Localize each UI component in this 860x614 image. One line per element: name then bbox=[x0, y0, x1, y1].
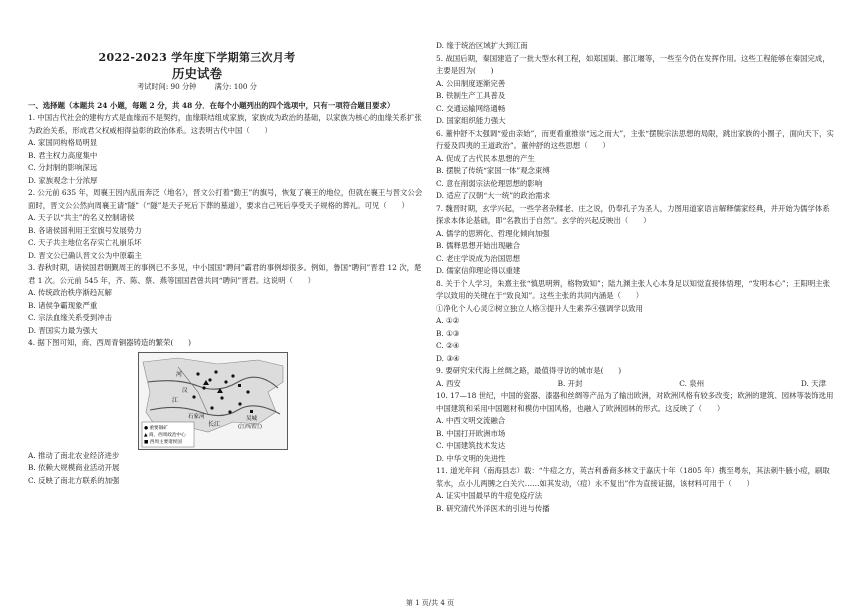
question-10 bbox=[436, 390, 836, 465]
option: C. 意在削弱宗法伦理思想的影响 bbox=[436, 178, 543, 188]
map-legend-state: ■ 西周主要诸侯国 bbox=[144, 439, 182, 445]
question-stem: 10. 17—18 世纪，中国的瓷器、漆器和丝绸等产品为了输出欧洲，对欧洲风格有较多改变；欧洲的建筑、园林等装饰选用中国建筑和采用中国题材和模仿中国风格，也融入了欧洲园林的形式。这反映了（ ） bbox=[436, 391, 834, 413]
right-column bbox=[436, 40, 836, 515]
question-stem: 2. 公元前 635 年，周襄王因内乱而奔泛（地名），晋文公打着“勤王”的旗号，恢复了襄王的地位，但就在襄王与晋文公会面时，晋文公公然向周襄王请“隧”（“隧”是天子死后下葬的墓道），要求自己死后享受天子规格的葬礼。可见（ ） bbox=[28, 188, 423, 210]
map-label-han: 汉 bbox=[182, 387, 188, 394]
option: C. 分封制的影响深远 bbox=[28, 163, 98, 172]
question-1 bbox=[28, 112, 426, 187]
question-4-option-d: D. 缘于统治区域扩大到江南 bbox=[436, 41, 528, 50]
option: A. 中西文明交流融合 bbox=[436, 416, 506, 425]
option: D. ③④ bbox=[436, 353, 460, 363]
page-footer: 第 1 页/共 4 页 bbox=[405, 599, 455, 607]
option: B. 各诸侯国利用王室旗号发展势力 bbox=[28, 225, 142, 235]
option: A. 天子以“共主”的名义控制诸侯 bbox=[28, 213, 135, 222]
option: B. 诸侯争霸现象严重 bbox=[28, 300, 98, 310]
option: A. 证实中国最早的牛痘免疫疗法 bbox=[436, 491, 543, 500]
option: A. 推动了南北农业经济进步 bbox=[28, 450, 120, 460]
option: C. 中国建筑技术发达 bbox=[436, 441, 506, 450]
question-9 bbox=[436, 365, 836, 390]
option: D. 国家组织能力强大 bbox=[436, 116, 506, 125]
option: A. 儒学的思辨化、哲理化倾向加强 bbox=[436, 228, 550, 238]
option: C. ②④ bbox=[436, 341, 460, 350]
option: C. 老庄学说成为治国思想 bbox=[436, 253, 520, 263]
exam-meta bbox=[0, 81, 426, 94]
exam-title: 2022-2023 学年度下学期第三次月考 bbox=[98, 51, 296, 64]
option: B. 中国打开欧洲市场 bbox=[436, 428, 506, 438]
options-row bbox=[436, 378, 836, 391]
option: B. 开封 bbox=[557, 378, 583, 388]
time-label: 考试时间: 90 分钟 bbox=[137, 82, 197, 91]
option: C. 交通运输网络通畅 bbox=[436, 103, 506, 113]
option: C. 反映了南北方联系的加强 bbox=[28, 475, 120, 485]
map-legend-mine: ● 重要铜矿 bbox=[144, 425, 168, 431]
option: D. 晋文公已确认晋文公为中原霸主 bbox=[28, 250, 142, 260]
question-11 bbox=[436, 465, 836, 515]
option: C. 天子共主地位名存实亡礼崩乐坏 bbox=[28, 238, 142, 247]
option: A. 家国同构格局明显 bbox=[28, 138, 98, 147]
option: D. 适应了汉朝“大一统”的政治需求 bbox=[436, 191, 550, 200]
question-6 bbox=[436, 128, 836, 203]
subject-title: 历史试卷 bbox=[171, 65, 222, 81]
statement-list: ①净化个人心灵②树立独立人格③提升人生素养④强调学以致用 bbox=[436, 303, 643, 313]
map-figure bbox=[138, 352, 288, 450]
option: A. ①② bbox=[436, 316, 460, 325]
option: A. 西安 bbox=[436, 378, 461, 388]
option: D. 家族观念十分浓厚 bbox=[28, 175, 98, 185]
question-3 bbox=[28, 262, 426, 337]
option: A. 促成了古代民本思想的产生 bbox=[436, 153, 535, 163]
question-2 bbox=[28, 187, 426, 262]
option: A. 公田制度逐渐完善 bbox=[436, 78, 506, 88]
question-stem: 7. 魏晋时期，玄学兴起，一些学者杂糅老、庄之说，仍奉孔子为圣人，力图用道家语言解释儒家经典，并开始为儒学体系探求本体论基础，即“名教出于自然”。玄学的兴起反映出（ ） bbox=[436, 203, 830, 225]
option: B. ①③ bbox=[436, 328, 460, 338]
question-stem: 8. 关于个人学习，朱熹主张“慎思明辨，格物致知”；陆九渊主张人心本身足以知觉直接体悟理，“发明本心”；王阳明主张学以致用的关键在于“致良知”。这些主张的共同内涵是（ ） bbox=[436, 278, 831, 300]
map-label-shijiahe: 石家河 bbox=[188, 413, 205, 420]
option: A. 传统政治秩序渐趋瓦解 bbox=[28, 288, 112, 297]
option: B. 铁制生产工具普及 bbox=[436, 91, 506, 100]
question-8 bbox=[436, 278, 836, 366]
map-legend-capital: ▲ 商、西周政治中心 bbox=[144, 432, 186, 438]
option: D. 中华文明的先进性 bbox=[436, 453, 506, 463]
question-stem: 5. 战国后期，秦国建造了一批大型水利工程，如郑国渠、都江堰等，一些至今仍在发挥作用。这些工程能够在秦国完成，主要是因为( ) bbox=[436, 53, 830, 75]
score-label: 满分: 100 分 bbox=[214, 82, 257, 91]
map-label-qingjiang: (江西清江) bbox=[238, 423, 262, 430]
question-stem: 9. 要研究宋代海上丝绸之路，最值得寻访的城市是( ) bbox=[436, 366, 622, 375]
map-label-jiang: 江 bbox=[172, 396, 179, 404]
map-label-river: 河 bbox=[176, 370, 183, 378]
map-label-wucheng: 吴城 bbox=[246, 415, 258, 422]
question-5 bbox=[436, 53, 836, 128]
option: B. 研究清代外洋医术的引进与传播 bbox=[436, 503, 550, 513]
left-column bbox=[28, 52, 426, 487]
option: B. 摆脱了传统“家国一体”观念束缚 bbox=[436, 166, 550, 175]
question-stem: 4. 据下图可知，商、西周青铜器铸造的繁荣( ) bbox=[28, 338, 191, 347]
map-label-changjiang: 长江 bbox=[208, 420, 221, 428]
option: B. 儒释思想开始出现融合 bbox=[436, 241, 521, 250]
question-stem: 1. 中国古代社会的建构方式是血缘而不是契约，血缘联结组成家族，家族成为政治的基础，以家族为核心的血缘关系扩张为政治关系，形成君父权威相得益彰的政治体系。这表明古代中国（ ） bbox=[28, 113, 422, 135]
option: D. 晋国实力最为强大 bbox=[28, 325, 98, 335]
option: B. 君主权力高度集中 bbox=[28, 150, 98, 160]
option: C. 泉州 bbox=[679, 378, 705, 388]
option: D. 天津 bbox=[800, 378, 826, 388]
question-stem: 6. 董仲舒不太强调“爱由亲始”，而更看重推崇“远之而大”，主张“摆脱宗法思想的局限，跳出家族的小圈子，面向天下，实行爱及四夷的王道政治”。董仲舒的这些思想（ ） bbox=[436, 128, 834, 150]
question-stem: 11. 道光年间（南海县志）载：“牛痘之方，英吉利番商多林文于嘉庆十年（1805 年）携至粤东，其法刺牛腋小痘，刷取浆水，点小儿两膊之白关穴……如其发动，（痘）永不复出”作为直接证据，该材料可用于（ ） bbox=[436, 466, 830, 488]
bronze-mines-map bbox=[138, 352, 288, 450]
question-7 bbox=[436, 203, 836, 278]
question-stem: 3. 春秋时期，诸侯国君朝觐周王的事例已不多见，中小国国“聘问”霸君的事例却很多。例如，鲁国“聘问”晋君 12 次，楚君 1 次。公元前 545 年，齐、陈、蔡、燕等国国君曾共同“聘问”晋君。这说明（ ） bbox=[28, 263, 422, 285]
option: B. 依赖大规模商业活动开展 bbox=[28, 463, 120, 472]
question-4 bbox=[28, 337, 426, 487]
section-heading: 一、选择题（本题共 24 小题，每题 2 分，共 48 分．在每个小题列出的四个选项中，只有一项符合题目要求） bbox=[28, 100, 395, 110]
option: D. 儒家信仰理论得以重建 bbox=[436, 266, 521, 275]
option: C. 宗法血缘关系受到冲击 bbox=[28, 313, 112, 322]
